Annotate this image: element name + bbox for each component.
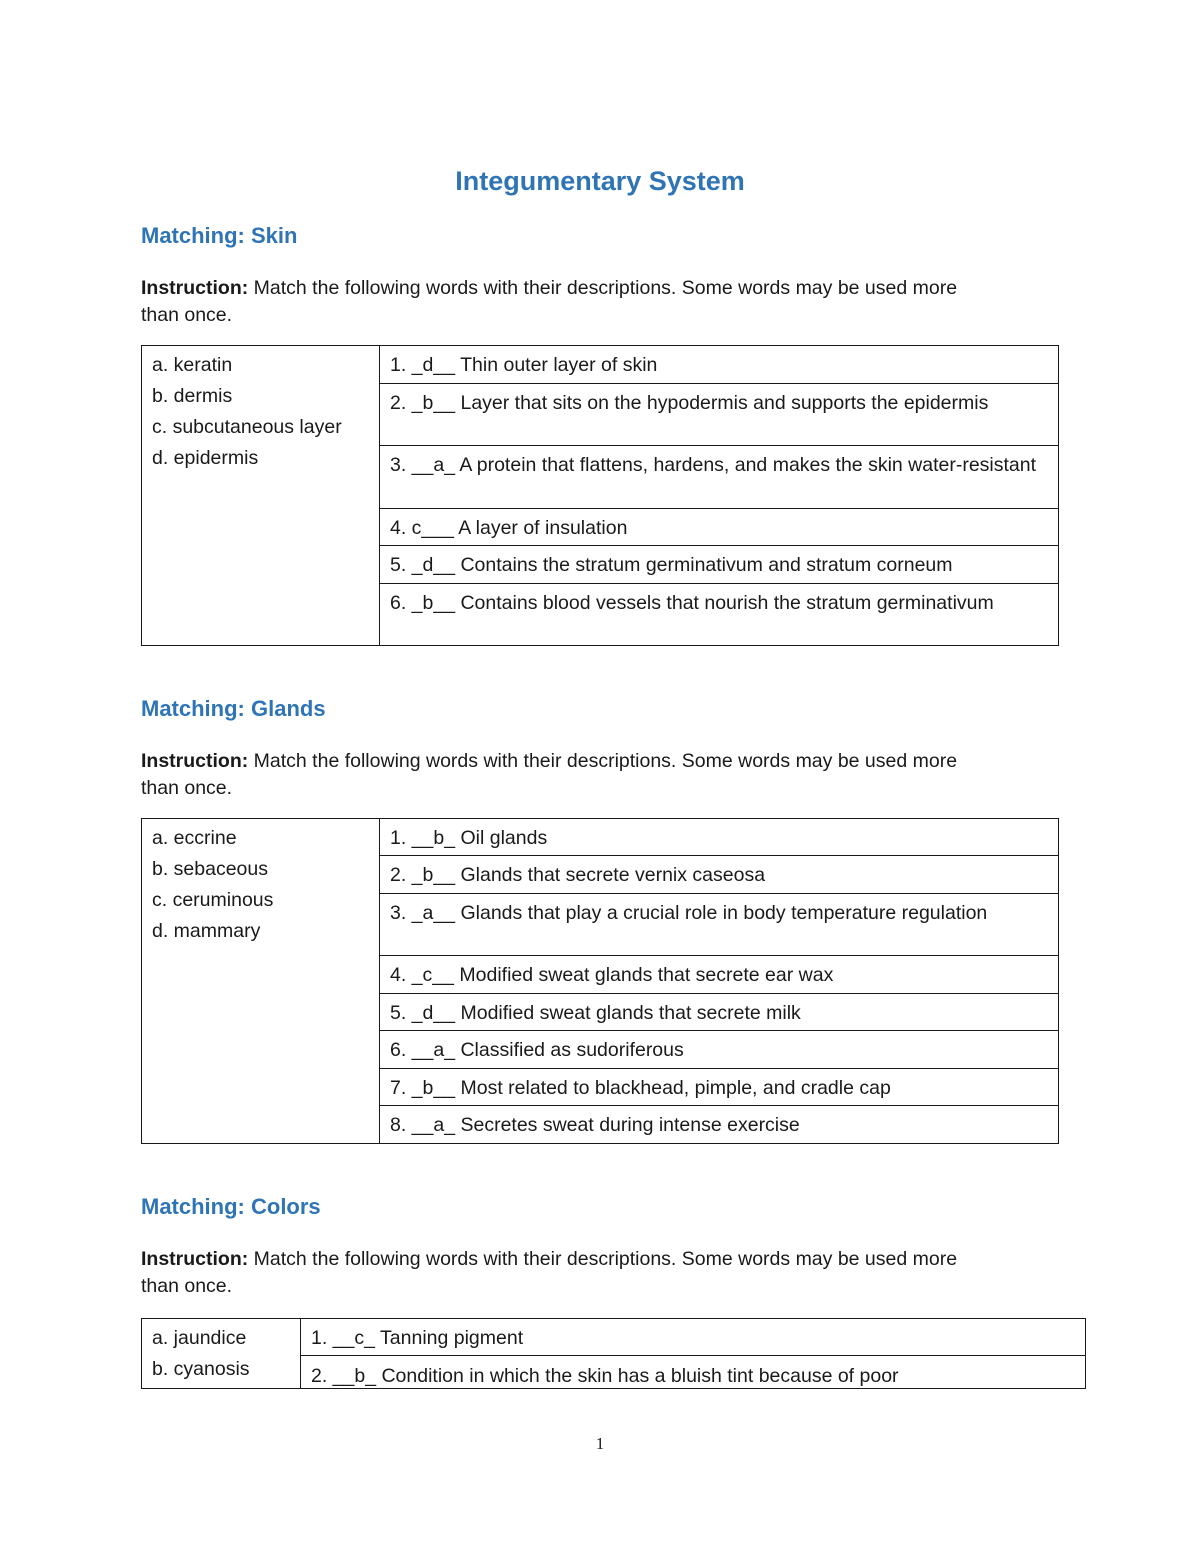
description-row: 3. __a_ A protein that flattens, hardens, and makes the skin water-resistant — [380, 446, 1059, 509]
description-row: 5. _d__ Contains the stratum germinativum and stratum corneum — [380, 546, 1059, 584]
description-row: 2. __b_ Condition in which the skin has a bluish tint because of poor — [301, 1356, 1086, 1389]
description-row: 1. __c_ Tanning pigment — [301, 1319, 1086, 1356]
description-row: 7. _b__ Most related to blackhead, pimple, and cradle cap — [380, 1069, 1059, 1106]
matching-table-colors — [141, 1318, 1086, 1389]
section-heading-glands: Matching: Glands — [141, 696, 326, 721]
instruction-text: Match the following words with their descriptions. Some words may be used more — [248, 750, 958, 772]
word-item: c. ceruminous — [152, 889, 274, 911]
word-item: a. eccrine — [152, 827, 237, 849]
word-item: a. jaundice — [152, 1327, 247, 1349]
instruction-text-cont: than once. — [141, 304, 233, 326]
instruction-text-cont: than once. — [141, 1275, 233, 1297]
word-item: d. mammary — [152, 920, 261, 942]
section-heading-skin: Matching: Skin — [141, 223, 298, 248]
instruction-skin — [141, 275, 1061, 329]
word-item: b. dermis — [152, 385, 233, 407]
page-number: 1 — [595, 1434, 605, 1453]
matching-table-glands — [141, 818, 1059, 1144]
description-row: 4. _c__ Modified sweat glands that secrete ear wax — [380, 956, 1059, 994]
description-row: 6. _b__ Contains blood vessels that nourish the stratum germinativum — [380, 584, 1059, 646]
word-item: d. epidermis — [152, 447, 259, 469]
instruction-text-cont: than once. — [141, 777, 233, 799]
matching-table-skin — [141, 345, 1059, 646]
word-item: c. subcutaneous layer — [152, 416, 342, 438]
instruction-glands — [141, 748, 1061, 802]
description-row: 8. __a_ Secretes sweat during intense exercise — [380, 1106, 1059, 1144]
instruction-text: Match the following words with their descriptions. Some words may be used more — [248, 277, 958, 299]
page-title: Integumentary System — [455, 166, 745, 196]
word-item: b. cyanosis — [152, 1358, 250, 1380]
word-bank-skin — [142, 346, 380, 646]
instruction-text: Match the following words with their descriptions. Some words may be used more — [248, 1248, 958, 1270]
instruction-label: Instruction: — [141, 750, 249, 772]
word-item: a. keratin — [152, 354, 233, 376]
description-row: 1. _d__ Thin outer layer of skin — [380, 346, 1059, 384]
description-row: 4. c___ A layer of insulation — [380, 509, 1059, 546]
description-row: 2. _b__ Glands that secrete vernix caseosa — [380, 856, 1059, 894]
word-item: b. sebaceous — [152, 858, 269, 880]
instruction-label: Instruction: — [141, 277, 249, 299]
instruction-label: Instruction: — [141, 1248, 249, 1270]
word-bank-colors — [142, 1319, 301, 1389]
description-row: 2. _b__ Layer that sits on the hypodermis and supports the epidermis — [380, 384, 1059, 446]
description-row: 3. _a__ Glands that play a crucial role in body temperature regulation — [380, 894, 1059, 956]
section-heading-colors: Matching: Colors — [141, 1194, 321, 1219]
word-bank-glands — [142, 819, 380, 1144]
description-row: 1. __b_ Oil glands — [380, 819, 1059, 856]
description-row: 6. __a_ Classified as sudoriferous — [380, 1031, 1059, 1069]
instruction-colors — [141, 1246, 1061, 1300]
description-row: 5. _d__ Modified sweat glands that secrete milk — [380, 994, 1059, 1031]
